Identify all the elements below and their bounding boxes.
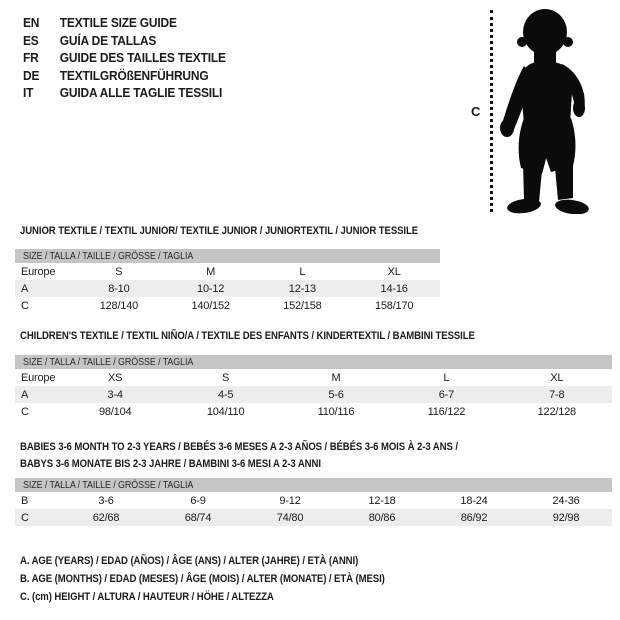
height-cell: 128/140 [99,299,139,312]
age-cell: 7-8 [549,388,565,401]
size-cell: XL [550,371,564,384]
age-cell: 4-5 [217,388,234,401]
size-cell: XL [387,265,401,278]
height-cell: 122/128 [537,405,576,418]
age-cell: 12-13 [288,282,316,295]
age-cell: 10-12 [197,282,225,295]
lang-title: GUIDA ALLE TAGLIE TESSILI [59,85,223,101]
height-cell: 68/74 [184,511,212,524]
table-row-age-months [15,492,612,509]
lang-code: DE [23,67,40,83]
age-cell: 8-10 [108,282,130,295]
toddler-silhouette-icon [498,6,598,214]
height-cell: 110/116 [317,405,355,418]
babies-heading-line1: BABIES 3-6 MONTH TO 2-3 YEARS / BEBÉS 3-6 MESES A 2-3 AÑOS / BÉBÉS 3-6 MOIS À 2-3 ANS / [20,441,458,453]
height-cell: 104/110 [206,405,245,418]
table-row-height [15,403,612,420]
lang-row-fr [23,49,226,67]
age-cell: 3-6 [98,494,114,507]
age-cell: 9-12 [279,494,301,507]
height-measure-dotted-line [490,10,493,212]
note-b: B. AGE (MONTHS) / EDAD (MESES) / ÂGE (MOIS) / ALTER (MONATE) / ETÀ (MESI) [20,572,385,585]
lang-code: EN [23,15,40,30]
babies-heading-line2: BABYS 3-6 MONATE BIS 2-3 JAHRE / BAMBINI 3-6 MESI A 2-3 ANNI [20,457,321,470]
size-cell: S [222,371,230,384]
table-row-europe [15,369,612,386]
babies-section-heading [20,439,523,472]
age-cell: 14-16 [380,282,408,295]
lang-title: TEXTILGRÖßENFÜHRUNG [59,67,209,83]
lang-row-it [23,84,226,102]
children-heading-text: CHILDREN'S TEXTILE / TEXTIL NIÑO/A / TEXTILE DES ENFANTS / KINDERTEXTIL / BAMBINI TESSILE [20,330,475,342]
language-title-list [23,14,226,102]
row-label: A [21,388,29,401]
size-header-text: SIZE / TALLA / TAILLE / GRÖSSE / TAGLIA [23,356,194,368]
legend-notes [20,553,439,606]
size-cell: XS [108,371,123,384]
junior-section-heading [20,224,478,238]
lang-row-en [23,14,226,32]
age-cell: 24-36 [552,494,580,507]
height-cell: 158/170 [374,299,414,312]
junior-size-table [15,249,440,314]
lang-code: FR [23,50,39,66]
size-cell: M [206,265,216,278]
row-label: C [21,299,29,312]
row-label: B [21,494,29,507]
height-measure-label: C [471,104,481,119]
table-row-age [15,386,612,403]
age-cell: 6-9 [190,494,206,507]
children-size-table [15,355,612,420]
row-label: A [21,282,29,295]
lang-code: IT [23,85,34,101]
size-cell: M [331,371,341,384]
table-row-height [15,509,612,526]
age-cell: 3-4 [107,388,123,401]
lang-title: TEXTILE SIZE GUIDE [59,15,177,30]
note-a: A. AGE (YEARS) / EDAD (AÑOS) / ÂGE (ANS) / ALTER (JAHRE) / ETÀ (ANNI) [20,555,359,567]
size-cell: S [115,265,123,278]
height-cell: 80/86 [368,511,396,524]
height-cell: 116/122 [427,405,466,418]
babies-size-table [15,478,612,526]
size-header-bar [15,478,612,492]
age-cell: 6-7 [438,388,455,401]
lang-row-de [23,67,226,85]
junior-heading-text: JUNIOR TEXTILE / TEXTIL JUNIOR/ TEXTILE JUNIOR / JUNIORTEXTIL / JUNIOR TESSILE [20,225,419,237]
size-header-text: SIZE / TALLA / TAILLE / GRÖSSE / TAGLIA [23,250,194,262]
height-cell: 62/68 [92,511,120,524]
row-label: Europe [21,371,56,384]
height-cell: 74/80 [276,511,304,524]
table-row-height [15,297,440,314]
age-cell: 5-6 [328,388,344,401]
age-cell: 18-24 [460,494,488,507]
size-header-bar [15,355,612,369]
row-label: Europe [21,265,56,278]
note-c: C. (cm) HEIGHT / ALTURA / HAUTEUR / HÖHE / ALTEZZA [20,590,274,603]
table-row-age [15,280,440,297]
table-row-europe [15,263,440,280]
size-header-text: SIZE / TALLA / TAILLE / GRÖSSE / TAGLIA [23,479,194,491]
height-cell: 140/152 [191,299,230,312]
size-header-bar [15,249,440,263]
lang-code: ES [23,32,39,48]
children-section-heading [20,329,543,343]
height-cell: 98/104 [98,405,132,418]
row-label: C [21,405,29,418]
row-label: C [21,511,29,524]
height-cell: 92/98 [552,511,580,524]
lang-title: GUÍA DE TALLAS [59,32,157,48]
lang-title: GUIDE DES TAILLES TEXTILE [59,50,226,66]
size-cell: L [299,265,306,278]
size-cell: L [443,371,450,384]
age-cell: 12-18 [368,494,396,507]
height-cell: 86/92 [460,511,488,524]
height-cell: 152/158 [283,299,322,312]
lang-row-es [23,32,226,50]
